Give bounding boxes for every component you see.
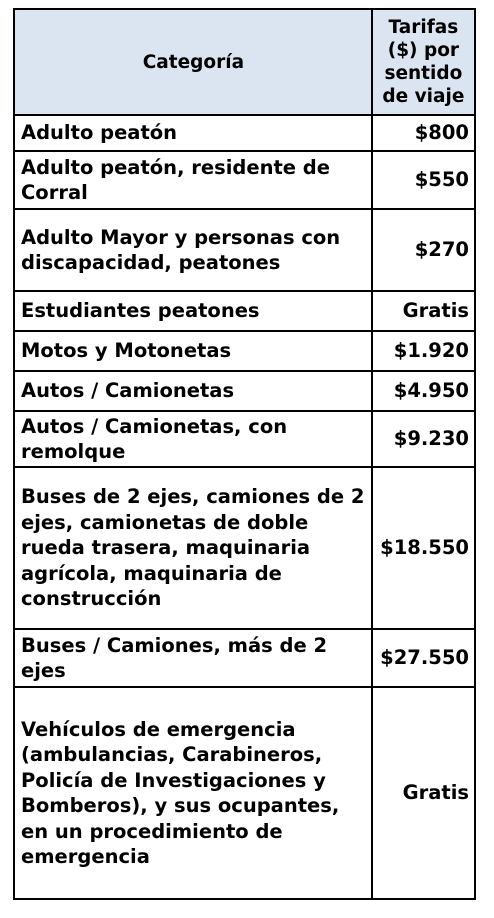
- row-fare: $550: [372, 151, 475, 209]
- row-category: Motos y Motonetas: [14, 331, 372, 371]
- header-row: [14, 9, 475, 115]
- table-row: [14, 687, 475, 899]
- table-row: [14, 151, 475, 209]
- row-fare: $4.950: [372, 371, 475, 411]
- row-category: Autos / Camionetas: [14, 371, 372, 411]
- table-row: [14, 291, 475, 331]
- table-row: [14, 371, 475, 411]
- fare-table-body: [14, 115, 475, 899]
- table-row: [14, 209, 475, 291]
- table-row: [14, 115, 475, 151]
- table-row: [14, 629, 475, 687]
- fare-table: [13, 8, 476, 900]
- row-fare: $800: [372, 115, 475, 151]
- row-category: Vehículos de emergencia (ambulancias, Carabineros, Policía de Investigaciones y Bomberos), y sus ocupantes, en un procedimiento de emergencia: [14, 687, 372, 899]
- row-fare: Gratis: [372, 291, 475, 331]
- row-fare: Gratis: [372, 687, 475, 899]
- row-fare: $1.920: [372, 331, 475, 371]
- table-row: [14, 331, 475, 371]
- header-category: Categoría: [14, 9, 372, 115]
- row-category: Buses de 2 ejes, camiones de 2 ejes, camionetas de doble rueda trasera, maquinaria agrícola, maquinaria de construcción: [14, 467, 372, 629]
- fare-table-header: [14, 9, 475, 115]
- row-category: Adulto peatón: [14, 115, 372, 151]
- row-category: Buses / Camiones, más de 2 ejes: [14, 629, 372, 687]
- table-row: [14, 467, 475, 629]
- table-row: [14, 411, 475, 467]
- row-category: Adulto Mayor y personas con discapacidad, peatones: [14, 209, 372, 291]
- row-category: Estudiantes peatones: [14, 291, 372, 331]
- row-fare: $270: [372, 209, 475, 291]
- row-category: Adulto peatón, residente de Corral: [14, 151, 372, 209]
- row-fare: $27.550: [372, 629, 475, 687]
- row-category: Autos / Camionetas, con remolque: [14, 411, 372, 467]
- row-fare: $18.550: [372, 467, 475, 629]
- row-fare: $9.230: [372, 411, 475, 467]
- header-fare: Tarifas ($) por sentido de viaje: [372, 9, 475, 115]
